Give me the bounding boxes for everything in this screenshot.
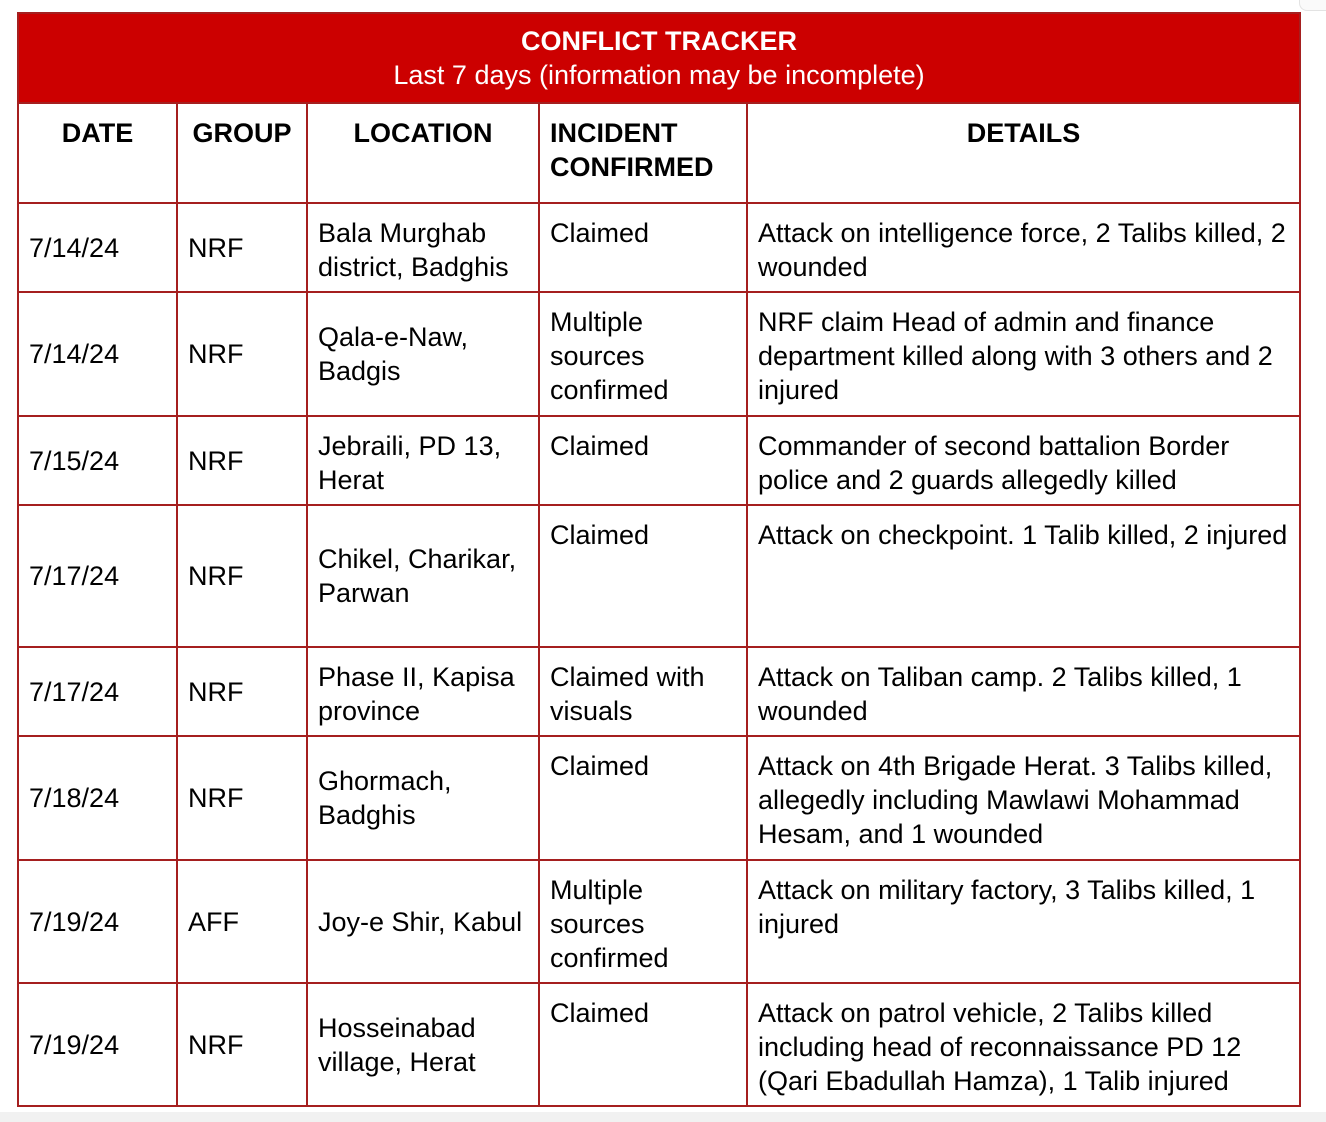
cell-details: Attack on intelligence force, 2 Talibs killed, 2 wounded <box>747 203 1300 292</box>
cell-location: Bala Murghab district, Badghis <box>307 203 539 292</box>
table-row <box>18 505 1300 647</box>
table-title-cell <box>18 13 1300 103</box>
cell-confirmed: Claimed <box>539 736 747 860</box>
cell-location: Phase II, Kapisa province <box>307 647 539 736</box>
cell-group: NRF <box>177 292 307 416</box>
cell-details: Attack on patrol vehicle, 2 Talibs killed including head of reconnaissance PD 12 (Qari Ebadullah Hamza), 1 Talib injured <box>747 983 1300 1106</box>
cell-date: 7/17/24 <box>18 647 177 736</box>
table-title-row <box>18 13 1300 103</box>
cell-confirmed: Claimed <box>539 416 747 505</box>
table-row <box>18 983 1300 1106</box>
header-group: GROUP <box>177 103 307 203</box>
cell-group: NRF <box>177 416 307 505</box>
cell-group: NRF <box>177 203 307 292</box>
cell-group: AFF <box>177 860 307 983</box>
cell-location: Qala-e-Naw, Badgis <box>307 292 539 416</box>
column-header-row <box>18 103 1300 203</box>
table-row <box>18 292 1300 416</box>
cell-details: Attack on 4th Brigade Herat. 3 Talibs killed, allegedly including Mawlawi Mohammad Hesam, and 1 wounded <box>747 736 1300 860</box>
cell-confirmed: Multiple sources confirmed <box>539 292 747 416</box>
table-row <box>18 647 1300 736</box>
cell-group: NRF <box>177 736 307 860</box>
cell-details: Attack on Taliban camp. 2 Talibs killed, 1 wounded <box>747 647 1300 736</box>
cell-confirmed: Claimed <box>539 505 747 647</box>
cell-details: Attack on military factory, 3 Talibs killed, 1 injured <box>747 860 1300 983</box>
header-location: LOCATION <box>307 103 539 203</box>
cell-confirmed: Claimed <box>539 983 747 1106</box>
table-row <box>18 736 1300 860</box>
table-title: CONFLICT TRACKER <box>521 26 798 56</box>
cell-date: 7/19/24 <box>18 860 177 983</box>
header-details: DETAILS <box>747 103 1300 203</box>
cell-group: NRF <box>177 983 307 1106</box>
cell-location: Ghormach, Badghis <box>307 736 539 860</box>
page-corner-decoration <box>1299 0 1326 11</box>
cell-location: Chikel, Charikar, Parwan <box>307 505 539 647</box>
cell-date: 7/19/24 <box>18 983 177 1106</box>
cell-date: 7/18/24 <box>18 736 177 860</box>
cell-date: 7/14/24 <box>18 203 177 292</box>
cell-details: NRF claim Head of admin and finance department killed along with 3 others and 2 injured <box>747 292 1300 416</box>
cell-location: Joy-e Shir, Kabul <box>307 860 539 983</box>
header-date: DATE <box>18 103 177 203</box>
cell-group: NRF <box>177 505 307 647</box>
conflict-tracker-table <box>17 12 1301 1107</box>
table-row <box>18 860 1300 983</box>
cell-location: Hosseinabad village, Herat <box>307 983 539 1106</box>
cell-details: Commander of second battalion Border police and 2 guards allegedly killed <box>747 416 1300 505</box>
cell-confirmed: Claimed <box>539 203 747 292</box>
table-row <box>18 416 1300 505</box>
cell-date: 7/17/24 <box>18 505 177 647</box>
cell-group: NRF <box>177 647 307 736</box>
cell-location: Jebraili, PD 13, Herat <box>307 416 539 505</box>
header-incident-confirmed: INCIDENT CONFIRMED <box>539 103 747 203</box>
cell-date: 7/14/24 <box>18 292 177 416</box>
table-row <box>18 203 1300 292</box>
cell-confirmed: Multiple sources confirmed <box>539 860 747 983</box>
table-subtitle: Last 7 days (information may be incomplete) <box>393 60 925 90</box>
cell-date: 7/15/24 <box>18 416 177 505</box>
cell-confirmed: Claimed with visuals <box>539 647 747 736</box>
cell-details: Attack on checkpoint. 1 Talib killed, 2 injured <box>747 505 1300 647</box>
